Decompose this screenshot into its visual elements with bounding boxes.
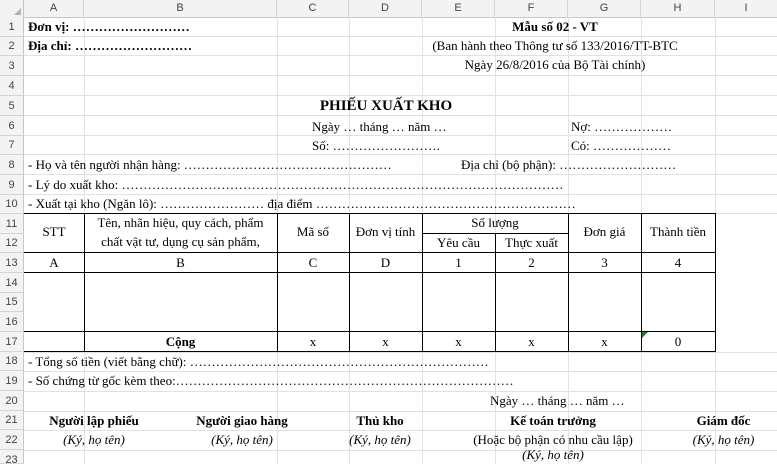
column-header-h[interactable]: H [641, 0, 715, 17]
row-header[interactable]: 16 [0, 312, 24, 332]
row-header[interactable]: 4 [0, 76, 24, 96]
table-border [422, 213, 423, 352]
dia-chi-bo-phan-line: Địa chỉ (bộ phận): ……………………… [461, 157, 677, 172]
date-sign-line: Ngày … tháng … năm … [490, 393, 625, 408]
table-border [24, 272, 715, 273]
code-cell: D [380, 255, 391, 270]
gridline [24, 430, 777, 431]
column-header-g[interactable]: G [568, 0, 641, 17]
gridline [24, 95, 777, 96]
column-header-i[interactable]: I [744, 2, 748, 14]
row-header[interactable]: 12 [0, 234, 24, 253]
signer-title: Người giao hàng [196, 413, 288, 428]
header-ten-line2: chất vật tư, dụng cụ sản phẩm, [101, 234, 260, 249]
signer-title: Giám đốc [696, 413, 751, 428]
gridline [24, 371, 777, 372]
row-header[interactable]: 6 [0, 116, 24, 136]
total-cell: x [528, 334, 535, 349]
code-cell: 4 [674, 255, 682, 270]
total-cell: x [455, 334, 462, 349]
table-border [24, 331, 715, 332]
chung-tu-line: - Số chứng từ gốc kèm theo:…………………………………………………………………… [28, 373, 514, 388]
table-border [24, 351, 715, 352]
row-header[interactable]: 2 [0, 37, 24, 56]
header-thanh-tien: Thành tiền [650, 224, 706, 239]
tong-so-tien-line: - Tổng số tiền (viết bằng chữ): …………………………………………………………… [28, 354, 489, 369]
header-thuc-xuat: Thực xuất [505, 235, 558, 250]
gridline [24, 174, 777, 175]
row-header[interactable]: 1 [0, 17, 24, 37]
dia-chi-label: Địa chỉ: ……………………… [28, 38, 192, 53]
row-header[interactable]: 21 [0, 411, 24, 430]
xuat-tai-kho-line: - Xuất tại kho (Ngăn lô): …………………… địa điểm …………………………………………………… [28, 196, 576, 211]
signer-sub: (Hoặc bộ phận có nhu cầu lập) [473, 432, 633, 447]
header-ten-line1: Tên, nhãn hiệu, quy cách, phẩm [97, 215, 264, 230]
row-header[interactable]: 22 [0, 430, 24, 450]
gridline [24, 154, 777, 155]
code-cell: 1 [455, 255, 462, 270]
row-header[interactable]: 13 [0, 253, 24, 273]
signer-title: Kế toán trưởng [510, 413, 596, 428]
header-stt: STT [42, 224, 66, 239]
row-header[interactable]: 9 [0, 175, 24, 195]
page-title: PHIẾU XUẤT KHO [319, 98, 453, 114]
column-header-a[interactable]: A [24, 0, 84, 17]
gridline [24, 55, 777, 56]
gridline [24, 352, 777, 353]
column-header-b[interactable]: B [84, 0, 277, 17]
gridline [24, 36, 777, 37]
signer-title: Thủ kho [356, 413, 404, 428]
error-indicator-icon[interactable] [642, 332, 648, 338]
row-header[interactable]: 3 [0, 56, 24, 76]
signer-sub: (Ký, họ tên) [692, 432, 755, 447]
gridline [24, 450, 777, 451]
ngay-ban-hanh-label: Ngày 26/8/2016 của Bộ Tài chính) [464, 57, 646, 72]
ly-do-line: - Lý do xuất kho: ………………………………………………………………………………………… [28, 177, 564, 192]
header-ma-so: Mã số [296, 224, 330, 239]
signer-sub: (Ký, họ tên) [63, 432, 125, 447]
gridline [24, 411, 777, 412]
table-border [24, 213, 715, 214]
table-border [24, 252, 715, 253]
table-border [715, 213, 716, 352]
code-cell: A [49, 255, 59, 270]
no-line: Nợ: ……………… [571, 119, 673, 134]
row-header[interactable]: 23 [0, 450, 24, 464]
row-header[interactable]: 19 [0, 371, 24, 391]
ban-hanh-label: (Ban hành theo Thông tư số 133/2016/TT-BTC [432, 38, 678, 53]
signer-sub2: (Ký, họ tên) [522, 447, 584, 462]
gridline [24, 135, 777, 136]
total-cell: x [309, 334, 317, 349]
row-header[interactable]: 17 [0, 332, 24, 352]
signer-title: Người lập phiếu [49, 413, 139, 428]
signer-sub: (Ký, họ tên) [349, 432, 411, 447]
nguoi-nhan-line: - Họ và tên người nhận hàng: ………………………………………… [28, 157, 392, 172]
select-all-button[interactable] [0, 0, 24, 17]
row-header[interactable]: 7 [0, 136, 24, 155]
gridline [24, 391, 777, 392]
total-cell: x [601, 334, 608, 349]
date-line: Ngày … tháng … năm … [312, 119, 447, 134]
mau-so-label: Mẫu số 02 - VT [512, 19, 598, 34]
code-cell: C [308, 255, 318, 270]
column-header-e[interactable]: E [422, 0, 495, 17]
code-cell: 2 [528, 255, 535, 270]
row-header[interactable]: 10 [0, 195, 24, 214]
code-cell: B [176, 255, 185, 270]
code-cell: 3 [601, 255, 608, 270]
signer-sub: (Ký, họ tên) [211, 432, 273, 447]
total-cell: 0 [674, 334, 682, 349]
row-header[interactable]: 20 [0, 391, 24, 411]
row-header[interactable]: 18 [0, 352, 24, 371]
gridline [24, 194, 777, 195]
header-so-luong: Số lượng [471, 215, 519, 230]
row-header[interactable]: 15 [0, 293, 24, 312]
header-yeu-cau: Yêu cầu [437, 235, 480, 250]
header-don-gia: Đơn giá [583, 224, 626, 239]
total-cell: x [382, 334, 389, 349]
total-label: Cộng [165, 334, 196, 349]
don-vi-label: Đơn vị: ……………………… [28, 19, 190, 34]
co-line: Có: ……………… [571, 138, 672, 153]
so-line: Số: ……………………. [312, 138, 440, 153]
row-header[interactable]: 11 [0, 214, 24, 234]
column-header-c[interactable]: C [277, 0, 349, 17]
column-header-f[interactable]: F [495, 0, 568, 17]
column-header-d[interactable]: D [349, 0, 422, 17]
gridline [24, 115, 777, 116]
row-header[interactable]: 5 [0, 96, 24, 116]
row-header[interactable]: 14 [0, 273, 24, 293]
gridline [24, 75, 777, 76]
header-don-vi-tinh: Đơn vị tính [355, 224, 416, 239]
row-header[interactable]: 8 [0, 155, 24, 175]
